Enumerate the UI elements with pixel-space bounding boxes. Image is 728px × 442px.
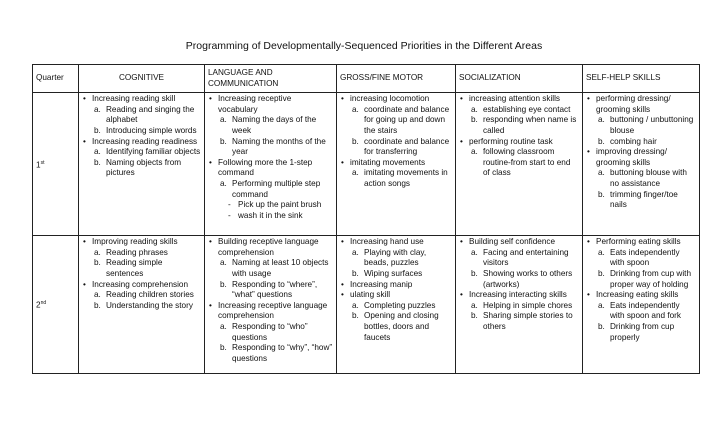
item-text: Increasing reading skill <box>92 94 176 104</box>
item-text: Identifying familiar objects <box>106 147 201 157</box>
sub-item <box>459 147 579 179</box>
item-text: coordinate and balance for going up and down the stairs <box>364 104 450 135</box>
item-marker: b. <box>220 136 227 146</box>
item-marker: b. <box>352 268 359 278</box>
item-text: Following more the 1-step command <box>218 157 313 178</box>
sub-item <box>340 168 452 189</box>
item-text: ulating skill <box>350 290 391 300</box>
bullet-item <box>586 147 696 168</box>
sub-item <box>459 301 579 312</box>
item-marker: a. <box>352 104 359 114</box>
item-marker: a. <box>94 247 101 257</box>
sub-item <box>340 137 452 158</box>
quarter-number: 1 <box>36 160 41 170</box>
language-cell <box>205 236 337 374</box>
item-text: Reading and singing the alphabet <box>106 104 195 125</box>
socialization-list <box>459 237 579 332</box>
item-text: coordinate and balance for transferring <box>364 136 450 157</box>
sub-item <box>208 115 333 136</box>
item-text: increasing attention skills <box>469 94 561 104</box>
item-text: Performing multiple step command <box>232 178 321 199</box>
quarter-ordinal: nd <box>40 300 47 307</box>
item-text: Opening and closing bottles, doors and faucets <box>364 311 439 342</box>
item-text: following classroom routine-from start to end of class <box>483 147 571 178</box>
header-cognitive: COGNITIVE <box>79 65 205 93</box>
header-socialization: SOCIALIZATION <box>456 65 583 93</box>
bullet-item <box>208 301 333 322</box>
item-text: Naming objects from pictures <box>106 157 182 178</box>
item-text: increasing locomotion <box>350 94 430 104</box>
sub-item <box>459 248 579 269</box>
item-marker: b. <box>598 136 605 146</box>
item-text: trimming finger/toe nails <box>610 189 678 210</box>
item-marker: a. <box>471 247 478 257</box>
item-text: buttoning / unbuttoning blouse <box>610 115 694 135</box>
item-text: Increasing receptive language comprehension <box>218 300 328 321</box>
item-text: Pick up the paint brush <box>238 200 322 210</box>
item-text: Increasing eating skills <box>596 290 679 300</box>
item-marker: a. <box>471 104 478 114</box>
quarter-cell <box>33 93 79 236</box>
item-text: Building receptive language comprehension <box>218 237 319 257</box>
motor-cell <box>337 236 456 374</box>
motor-list <box>340 237 452 343</box>
item-text: Naming at least 10 objects with usage <box>232 258 329 278</box>
socialization-cell <box>456 93 583 236</box>
item-marker: b. <box>352 311 359 321</box>
item-marker: b. <box>598 268 605 278</box>
item-text: Facing and entertaining visitors <box>483 247 569 268</box>
bullet-item <box>586 94 696 115</box>
bullet-item <box>82 94 201 105</box>
header-self-help: SELF-HELP SKILLS <box>583 65 700 93</box>
sub-item <box>340 269 452 280</box>
item-marker: b. <box>94 125 101 135</box>
item-text: Wiping surfaces <box>364 268 423 278</box>
item-text: Improving reading skills <box>92 237 178 247</box>
item-text: improving dressing/ grooming skills <box>596 147 667 167</box>
bullet-item <box>82 237 201 248</box>
cognitive-cell <box>79 236 205 374</box>
table-row <box>33 236 700 374</box>
bullet-item <box>459 237 579 248</box>
item-marker: a. <box>352 247 359 257</box>
bullet-item <box>459 290 579 301</box>
sub-item <box>340 105 452 137</box>
header-quarter: Quarter <box>33 65 79 93</box>
item-marker: a. <box>598 300 605 310</box>
item-marker: b. <box>220 279 227 289</box>
sub-item <box>586 322 696 343</box>
item-marker: b. <box>598 189 605 199</box>
item-text: Reading children stories <box>106 290 194 300</box>
bullet-item <box>340 158 452 169</box>
item-text: Showing works to others (artworks) <box>483 268 573 289</box>
item-text: Introducing simple words <box>106 125 197 135</box>
table-row <box>33 93 700 236</box>
item-marker: b. <box>471 115 478 125</box>
sub-item <box>208 322 333 343</box>
sub-item <box>586 248 696 269</box>
item-text: Building self confidence <box>469 237 556 247</box>
sub-item <box>82 105 201 126</box>
sub-item <box>459 115 579 136</box>
item-marker: b. <box>598 321 605 331</box>
item-marker: a. <box>220 178 227 188</box>
item-marker: a. <box>94 290 101 300</box>
header-row <box>33 65 700 93</box>
bullet-item <box>82 137 201 148</box>
bullet-item <box>208 94 333 115</box>
item-text: Increasing hand use <box>350 237 424 247</box>
cognitive-list <box>82 94 201 179</box>
self-help-cell <box>583 236 700 374</box>
item-text: responding when name is called <box>483 115 577 135</box>
item-text: Responding to “where”, “what” questions <box>232 279 318 300</box>
item-text: Naming the days of the week <box>232 115 317 135</box>
item-text: Reading simple sentences <box>106 258 163 278</box>
sub-item <box>208 200 333 211</box>
bullet-item <box>586 237 696 248</box>
item-marker: a. <box>220 321 227 331</box>
socialization-list <box>459 94 579 179</box>
item-text: Reading phrases <box>106 247 168 257</box>
item-marker: a. <box>220 115 227 125</box>
sub-item <box>208 280 333 301</box>
item-marker: b. <box>94 157 101 167</box>
sub-item <box>82 158 201 179</box>
item-text: Naming the months of the year <box>232 136 326 157</box>
item-text: Drinking from cup with proper way of holding <box>610 268 691 289</box>
item-text: Drinking from cup properly <box>610 321 675 342</box>
motor-list <box>340 94 452 189</box>
self-help-list <box>586 94 696 211</box>
cognitive-list <box>82 237 201 311</box>
item-marker: a. <box>94 147 101 157</box>
item-marker: a. <box>598 115 605 125</box>
bullet-item <box>459 137 579 148</box>
quarter-ordinal: st <box>40 159 45 166</box>
item-marker: b. <box>94 258 101 268</box>
item-marker: b. <box>471 311 478 321</box>
item-text: Responding to “who” questions <box>232 321 308 342</box>
item-marker: b. <box>352 136 359 146</box>
quarter-number: 2 <box>36 300 41 310</box>
sub-item <box>340 301 452 312</box>
item-text: Performing eating skills <box>596 237 681 247</box>
sub-item <box>340 248 452 269</box>
item-marker: a. <box>94 104 101 114</box>
sub-item <box>586 168 696 189</box>
sub-item <box>459 105 579 116</box>
item-text: wash it in the sink <box>238 210 303 220</box>
sub-item <box>208 211 333 222</box>
self-help-list <box>586 237 696 343</box>
cognitive-cell <box>79 93 205 236</box>
bullet-item <box>82 280 201 291</box>
language-cell <box>205 93 337 236</box>
item-text: Helping in simple chores <box>483 300 573 310</box>
item-text: Sharing simple stories to others <box>483 311 573 331</box>
sub-item <box>82 301 201 312</box>
bullet-item <box>459 94 579 105</box>
document-title: Programming of Developmentally-Sequenced Priorities in the Different Areas <box>185 40 543 52</box>
bullet-item <box>586 290 696 301</box>
sub-item <box>586 115 696 136</box>
item-marker: a. <box>598 247 605 257</box>
sub-item <box>340 311 452 343</box>
bullet-item <box>340 94 452 105</box>
quarter-cell <box>33 236 79 374</box>
item-text: Increasing interacting skills <box>469 290 567 300</box>
item-marker: b. <box>471 268 478 278</box>
item-text: buttoning blouse with no assistance <box>610 168 687 188</box>
sub-item <box>459 311 579 332</box>
item-text: Increasing comprehension <box>92 279 189 289</box>
language-list <box>208 237 333 364</box>
sub-item <box>586 301 696 322</box>
bullet-item <box>340 237 452 248</box>
item-marker: a. <box>220 258 227 268</box>
item-text: Understanding the story <box>106 300 193 310</box>
item-marker: b. <box>94 300 101 310</box>
item-marker: - <box>228 200 231 210</box>
motor-cell <box>337 93 456 236</box>
item-text: Completing puzzles <box>364 300 436 310</box>
header-motor: GROSS/FINE MOTOR <box>337 65 456 93</box>
item-text: imitating movements in action songs <box>364 168 448 188</box>
socialization-cell <box>456 236 583 374</box>
language-list <box>208 94 333 221</box>
item-marker: b. <box>220 343 227 353</box>
sub-item <box>208 137 333 158</box>
bullet-item <box>208 158 333 179</box>
item-text: Increasing receptive vocabulary <box>218 94 292 114</box>
sub-item <box>82 147 201 158</box>
item-text: Playing with clay, beads, puzzles <box>364 247 427 268</box>
sub-item <box>586 269 696 290</box>
sub-item <box>586 137 696 148</box>
self-help-cell <box>583 93 700 236</box>
sub-item <box>208 343 333 364</box>
item-text: Increasing manip <box>350 279 413 289</box>
item-marker: a. <box>471 147 478 157</box>
item-text: Responding to “why”, “how” questions <box>232 343 333 363</box>
sub-item <box>82 248 201 259</box>
priorities-table <box>32 64 700 374</box>
header-language: LANGUAGE AND COMMUNICATION <box>205 65 337 93</box>
item-text: performing routine task <box>469 136 553 146</box>
sub-item <box>82 258 201 279</box>
item-marker: a. <box>598 168 605 178</box>
item-text: imitating movements <box>350 157 426 167</box>
item-marker: a. <box>352 300 359 310</box>
sub-item <box>586 190 696 211</box>
item-text: Eats independently with spoon <box>610 247 680 268</box>
bullet-item <box>340 290 452 301</box>
item-marker: a. <box>352 168 359 178</box>
item-text: establishing eye contact <box>483 104 571 114</box>
bullet-item <box>340 280 452 291</box>
item-text: Increasing reading readiness <box>92 136 198 146</box>
item-marker: - <box>228 210 231 220</box>
sub-item <box>459 269 579 290</box>
item-text: Eats independently with spoon and fork <box>610 300 682 321</box>
sub-item <box>208 258 333 279</box>
sub-item <box>82 126 201 137</box>
item-marker: a. <box>471 300 478 310</box>
sub-item <box>82 290 201 301</box>
item-text: performing dressing/ grooming skills <box>596 94 671 114</box>
bullet-item <box>208 237 333 258</box>
item-text: combing hair <box>610 136 657 146</box>
sub-item <box>208 179 333 200</box>
